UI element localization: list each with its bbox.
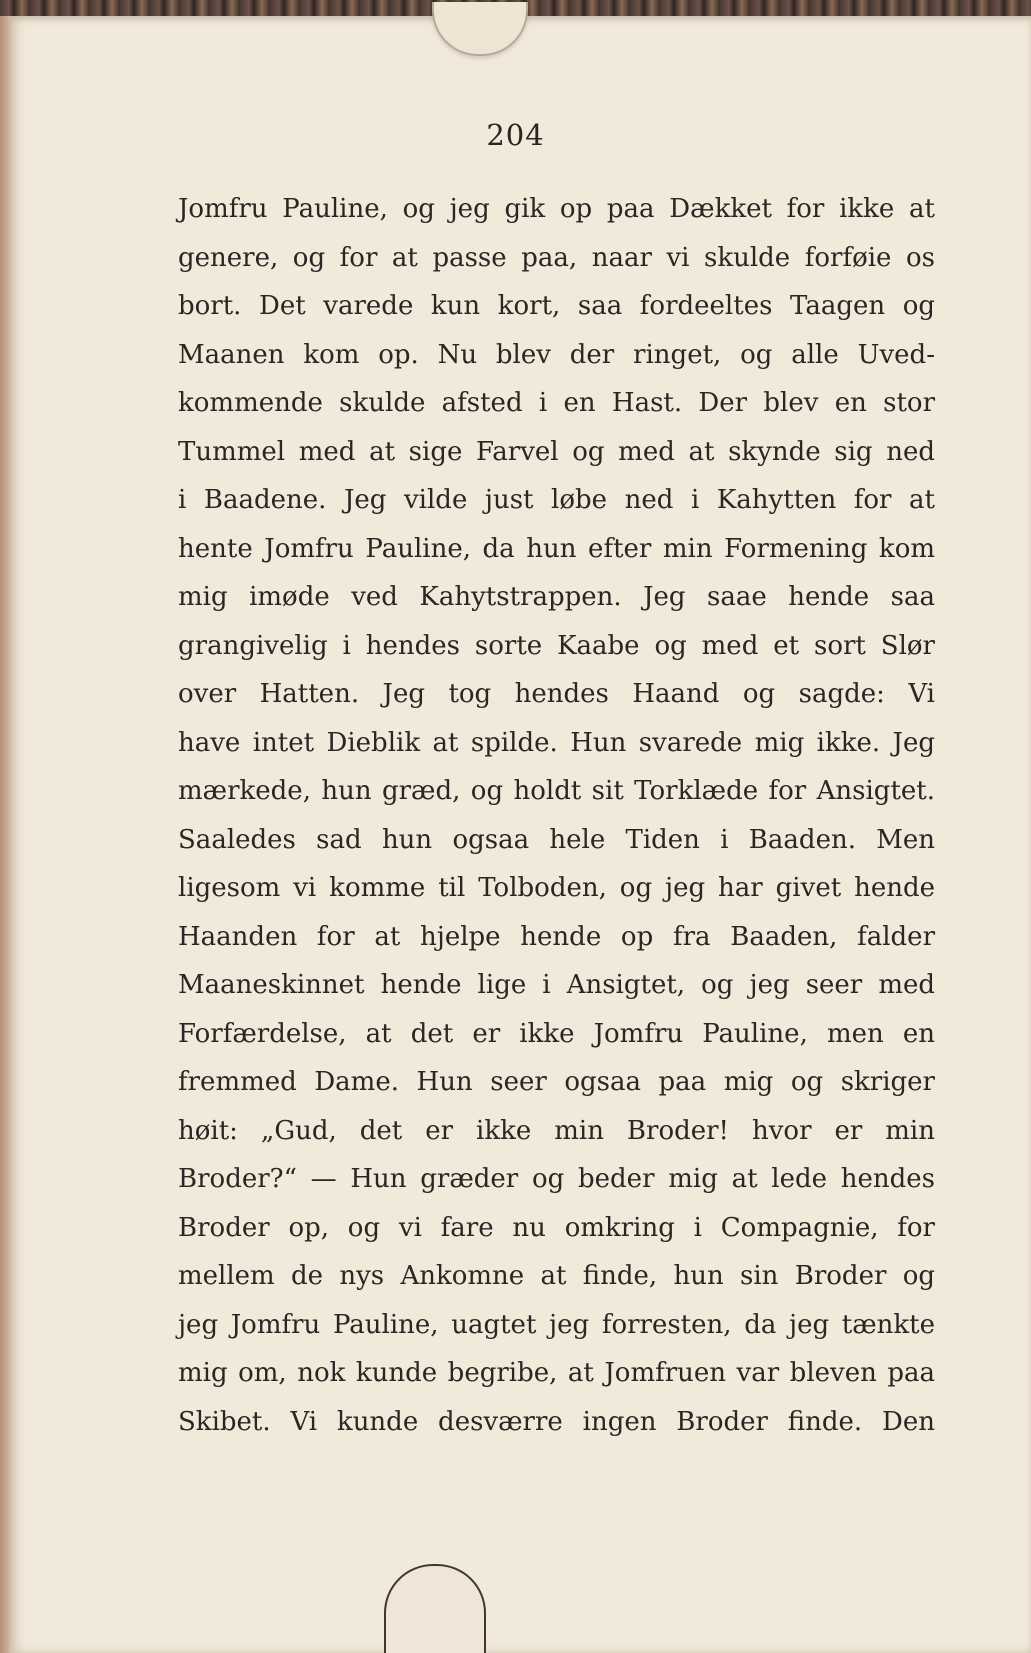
text-line: grangivelig i hendes sorte Kaabe og med et sort Slør — [178, 630, 935, 661]
text-line: Broder op, og vi fare nu omkring i Compagnie, for — [178, 1212, 935, 1243]
text-line: mellem de nys Ankomne at finde, hun sin Broder og — [178, 1261, 935, 1291]
text-line: Maaneskinnet hende lige i Ansigtet, og jeg seer med — [178, 970, 935, 1000]
text-line: mig imøde ved Kahytstrappen. Jeg saae hende saa — [178, 582, 935, 612]
text-line: Forfærdelse, at det er ikke Jomfru Pauline, men en — [178, 1018, 935, 1049]
text-line: høit: „Gud, det er ikke min Broder! hvor er min — [178, 1115, 935, 1146]
body-text — [178, 185, 935, 1446]
text-line: bort. Det varede kun kort, saa fordeeltes Taagen og — [178, 291, 935, 321]
text-line: i Baadene. Jeg vilde just løbe ned i Kahytten for at — [178, 485, 935, 515]
text-line: Haanden for at hjelpe hende op fra Baaden, falder — [178, 921, 935, 952]
text-line: over Hatten. Jeg tog hendes Haand og sagde: Vi — [178, 679, 935, 709]
text-line: fremmed Dame. Hun seer ogsaa paa mig og skriger — [178, 1067, 935, 1097]
text-line: Jomfru Pauline, og jeg gik op paa Dækket for ikke at — [178, 194, 935, 224]
text-line: ligesom vi komme til Tolboden, og jeg har givet hende — [178, 873, 935, 903]
bottom-page-clip — [384, 1564, 486, 1653]
text-line: have intet Dieblik at spilde. Hun svarede mig ikke. Jeg — [178, 727, 935, 758]
text-line: mig om, nok kunde begribe, at Jomfruen var bleven paa — [178, 1358, 935, 1388]
page-number: 204 — [486, 118, 545, 152]
text-line: Skibet. Vi kunde desværre ingen Broder finde. Den — [178, 1406, 935, 1437]
text-line: Saaledes sad hun ogsaa hele Tiden i Baaden. Men — [178, 824, 935, 855]
text-line: Maanen kom op. Nu blev der ringet, og alle Uved- — [178, 339, 935, 370]
text-line: hente Jomfru Pauline, da hun efter min Formening kom — [178, 533, 935, 564]
text-line: mærkede, hun græd, og holdt sit Torklæde for Ansigtet. — [178, 776, 935, 806]
text-line: genere, og for at passe paa, naar vi skulde forføie os — [178, 242, 935, 273]
text-line: Tummel med at sige Farvel og med at skynde sig ned — [178, 436, 935, 467]
text-line: jeg Jomfru Pauline, uagtet jeg forresten, da jeg tænkte — [178, 1309, 935, 1340]
text-line: kommende skulde afsted i en Hast. Der blev en stor — [178, 388, 935, 418]
text-line: Broder?“ — Hun græder og beder mig at lede hendes — [178, 1164, 935, 1194]
